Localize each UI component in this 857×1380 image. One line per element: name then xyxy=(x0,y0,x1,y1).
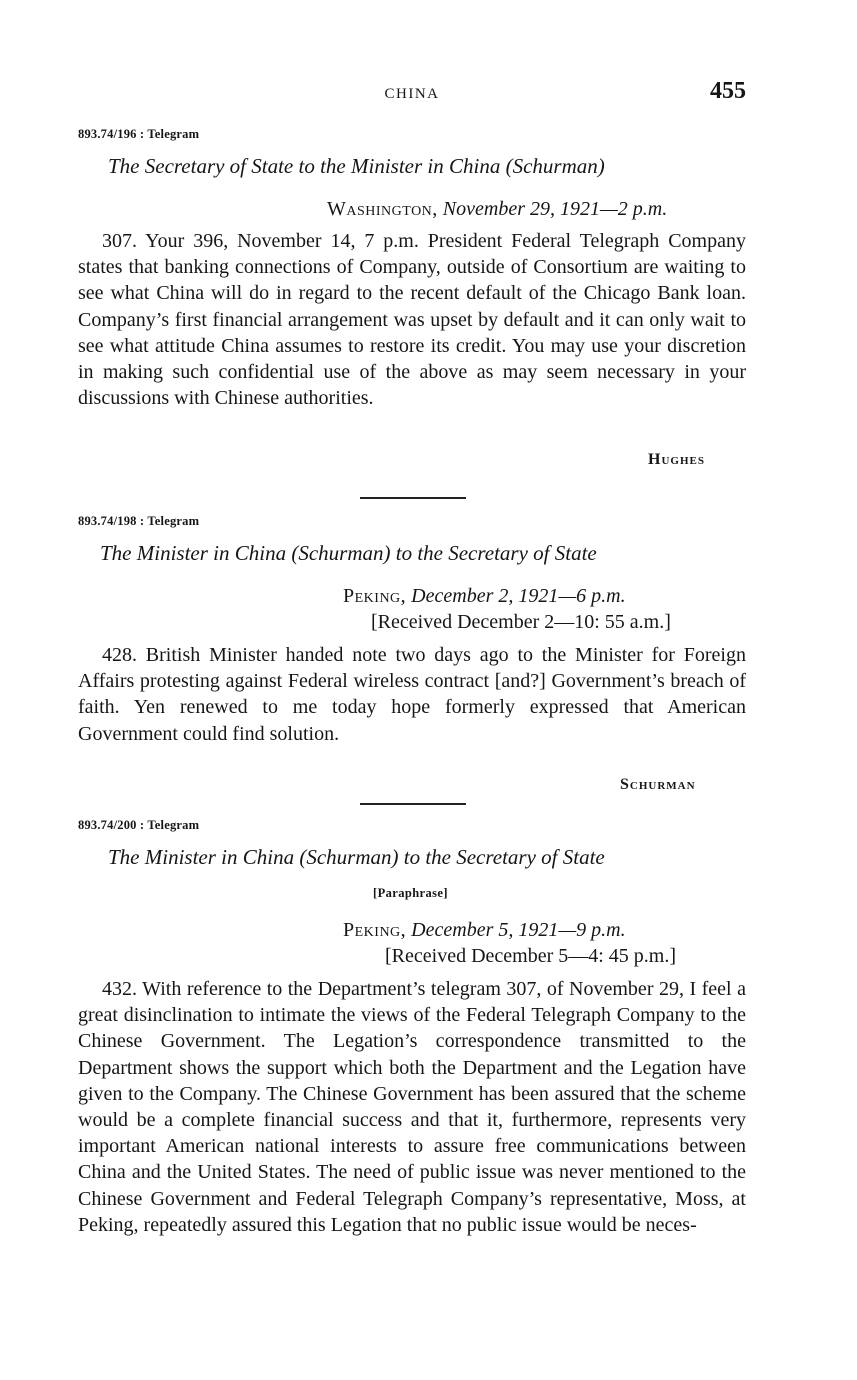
running-title: CHINA xyxy=(384,86,440,102)
doc3-file-reference: 893.74/200 : Telegram xyxy=(78,818,200,832)
doc1-body: 307. Your 396, November 14, 7 p.m. President Federal Telegraph Company states that banking connections of Company, outside of Consortium are waiting to see what China will do in regard to the recent default of the Chicago Bank loan. Company’s first financial arrangement was upset by default and it can only wait to see what attitude China assumes to restore its credit. You may use your discretion in making such confidential use of the above as may seem necessary in your discussions with Chinese authorities. xyxy=(78,230,746,410)
doc3-body: 432. With reference to the Department’s telegram 307, of November 29, I feel a great disinclination to intimate the views of the Federal Telegraph Company to the Chinese Government. The Legation’s correspondence transmitted to the Department shows the support which both the Department and the Legation have given to the Company. The Chinese Government has been assured that the scheme would be a complete financial success and that it, furthermore, represents very important American national interests to assure free communications between China and the United States. The need of public issue was never mentioned to the Chinese Government and Federal Telegraph Company’s representative, Moss, at Peking, repeatedly assured this Legation that no public issue would be neces- xyxy=(78,978,746,1236)
doc1-date: November 29, 1921—2 p.m. xyxy=(442,198,668,220)
doc1-heading: The Secretary of State to the Minister in China (Schurman) xyxy=(108,154,605,178)
doc3-paraphrase-note: [Paraphrase] xyxy=(373,886,448,900)
doc2-file-reference: 893.74/198 : Telegram xyxy=(78,514,200,528)
doc2-body: 428. British Minister handed note two days ago to the Minister for Foreign Affairs protesting against Federal wireless contract [and?] Government’s breach of faith. Yen renewed to me today hope formerly expressed that American Government could find solution. xyxy=(78,644,746,745)
doc2-place: Peking, xyxy=(343,585,407,607)
doc2-received: [Received December 2—10: 55 a.m.] xyxy=(371,611,671,633)
doc2-dateline xyxy=(343,585,626,608)
doc1-place: Washington, xyxy=(327,198,438,220)
doc3-heading: The Minister in China (Schurman) to the Secretary of State xyxy=(108,845,605,869)
doc2-date: December 2, 1921—6 p.m. xyxy=(411,585,626,607)
doc1-file-reference: 893.74/196 : Telegram xyxy=(78,127,200,141)
page-number: 455 xyxy=(710,78,746,104)
doc1-dateline xyxy=(327,198,667,221)
running-header xyxy=(78,78,746,112)
doc2-signature: Schurman xyxy=(620,776,696,793)
doc3-place: Peking, xyxy=(343,919,407,941)
section-divider xyxy=(360,497,466,499)
section-divider xyxy=(360,803,466,805)
doc3-date: December 5, 1921—9 p.m. xyxy=(411,919,626,941)
doc3-received: [Received December 5—4: 45 p.m.] xyxy=(385,945,677,967)
doc2-heading: The Minister in China (Schurman) to the Secretary of State xyxy=(100,541,597,565)
doc3-dateline xyxy=(343,919,626,942)
doc1-signature: Hughes xyxy=(648,451,705,468)
